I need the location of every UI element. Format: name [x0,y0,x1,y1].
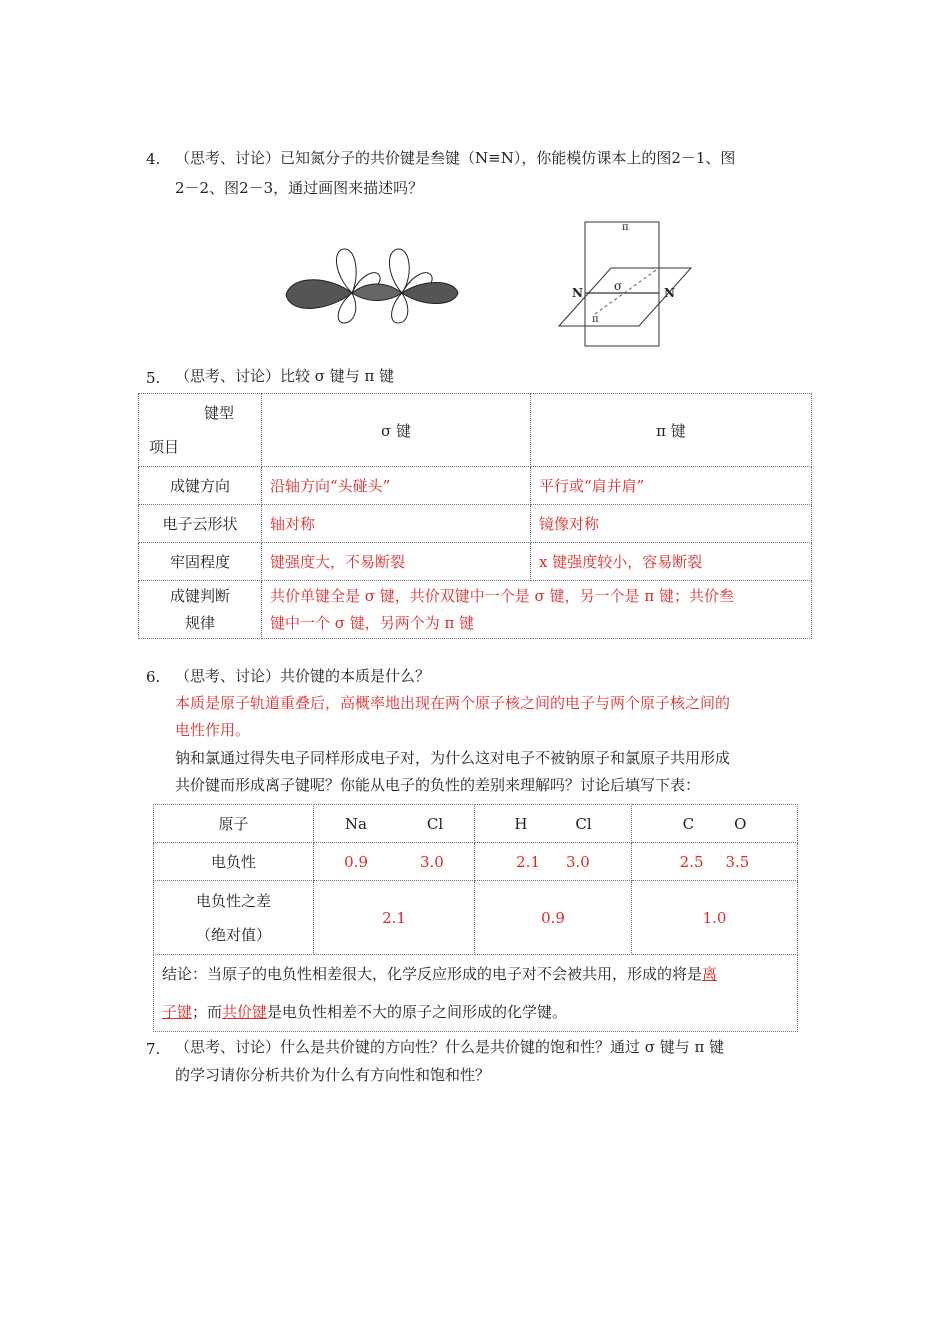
diff-value: 2.1 [314,881,475,955]
row-diff-label [154,881,314,955]
row-pi: 镜像对称 [531,505,812,543]
atom-pair-2 [475,805,632,843]
q5-number: 5. [146,369,161,387]
en-value: 3.5 [725,852,750,871]
conclusion-end: 是电负性相差不大的原子之间形成的化学键。 [267,1003,568,1021]
row-sigma: 轴对称 [262,505,531,543]
q7-number: 7. [146,1040,161,1058]
row-pi: x 键强度较小，容易断裂 [531,543,812,581]
en-pair-3 [632,843,798,881]
orbital-overlap-diagram [282,245,462,325]
row-sigma: 沿轴方向“头碰头” [262,467,531,505]
diff-value: 1.0 [632,881,798,955]
rule-item-1: 成键判断 [169,586,230,605]
q6-title: （思考、讨论）共价键的本质是什么？ [175,667,431,685]
table-row [139,467,812,505]
label-n-right: N [664,286,675,300]
atom-cl: Cl [575,814,592,833]
label-n-left: N [572,286,583,300]
rule-item-2: 规律 [184,613,215,632]
atom-cl: Cl [426,814,444,833]
q6-text-line1: 钠和氯通过得失电子同样形成电子对，为什么这对电子不被钠原子和氯原子共用形成 [175,749,731,767]
q6-text-line2: 共价键而形成离子键呢？你能从电子的负性的差别来理解吗？讨论后填写下表： [175,776,701,794]
en-value: 3.0 [566,852,590,871]
q7-text-line1: （思考、讨论）什么是共价键的方向性？什么是共价键的饱和性？通过 σ 键与 π 键 [175,1038,725,1056]
en-value: 2.5 [679,852,704,871]
header-pi: π 键 [531,394,812,467]
conclusion-mid: ；而 [192,1003,223,1021]
q6-answer-line2: 电性作用。 [175,721,251,739]
q4-number: 4. [146,150,161,168]
q4-text-line2: 2－2、图2－3，通过画图来描述吗？ [175,179,424,197]
rule-text-cell [262,581,812,639]
en-pair-1 [314,843,475,881]
label-sigma: σ [614,279,623,293]
atom-pair-3 [632,805,798,843]
table-row [139,581,812,639]
row-item: 成键方向 [139,467,262,505]
table-row [139,543,812,581]
conclusion-cell [154,955,798,1032]
atom-h: H [514,814,528,833]
q5-title: （思考、讨论）比较 σ 键与 π 键 [175,367,395,385]
label-pi-bottom: π [592,314,599,325]
table-row [139,505,812,543]
atom-o: O [734,814,747,833]
diff-value: 0.9 [475,881,632,955]
atom-na: Na [344,814,367,833]
row-diff-label-2: （绝对值） [195,925,271,944]
q4-text-line1: （思考、讨论）已知氮分子的共价键是叁键（N≡N），你能模仿课本上的图2－1、图 [175,149,736,167]
row-diff-label-1: 电负性之差 [195,891,271,910]
header-sigma: σ 键 [262,394,531,467]
q6-number: 6. [146,668,161,686]
rule-item-cell [139,581,262,639]
row-sigma: 键强度大，不易断裂 [262,543,531,581]
en-value: 3.0 [420,852,444,871]
electronegativity-table [153,804,798,1032]
row-item: 牢固程度 [139,543,262,581]
atom-c: C [682,814,695,833]
header-item: 项目 [149,438,180,456]
row-pi: 平行或“肩并肩” [531,467,812,505]
header-corner-cell [139,394,262,467]
row-en-label: 电负性 [154,843,314,881]
sigma-pi-compare-table [138,393,812,639]
en-value: 2.1 [516,852,540,871]
rule-text-1: 共价单键全是 σ 键，共价双键中一个是 σ 键，另一个是 π 键；共价叁 [270,586,734,605]
label-pi-top: π [622,222,629,233]
row-item: 电子云形状 [139,505,262,543]
conclusion-ionic-b: 子键 [162,1003,193,1021]
atom-pair-1 [314,805,475,843]
rule-text-2: 键中一个 σ 键，另两个为 π 键 [270,613,475,632]
en-pair-2 [475,843,632,881]
q7-text-line2: 的学习请你分析共价为什么有方向性和饱和性？ [175,1066,491,1084]
conclusion-covalent: 共价键 [222,1003,268,1021]
conclusion-ionic-a: 离 [702,965,718,983]
en-value: 0.9 [344,852,368,871]
header-type: 键型 [204,404,235,422]
row-atom-label: 原子 [154,805,314,843]
conclusion-line1: 结论：当原子的电负性相差很大，化学反应形成的电子对不会被共用，形成的将是 [162,965,703,983]
q6-answer-line1: 本质是原子轨道重叠后，高概率地出现在两个原子核之间的电子与两个原子核之间的 [175,694,731,712]
